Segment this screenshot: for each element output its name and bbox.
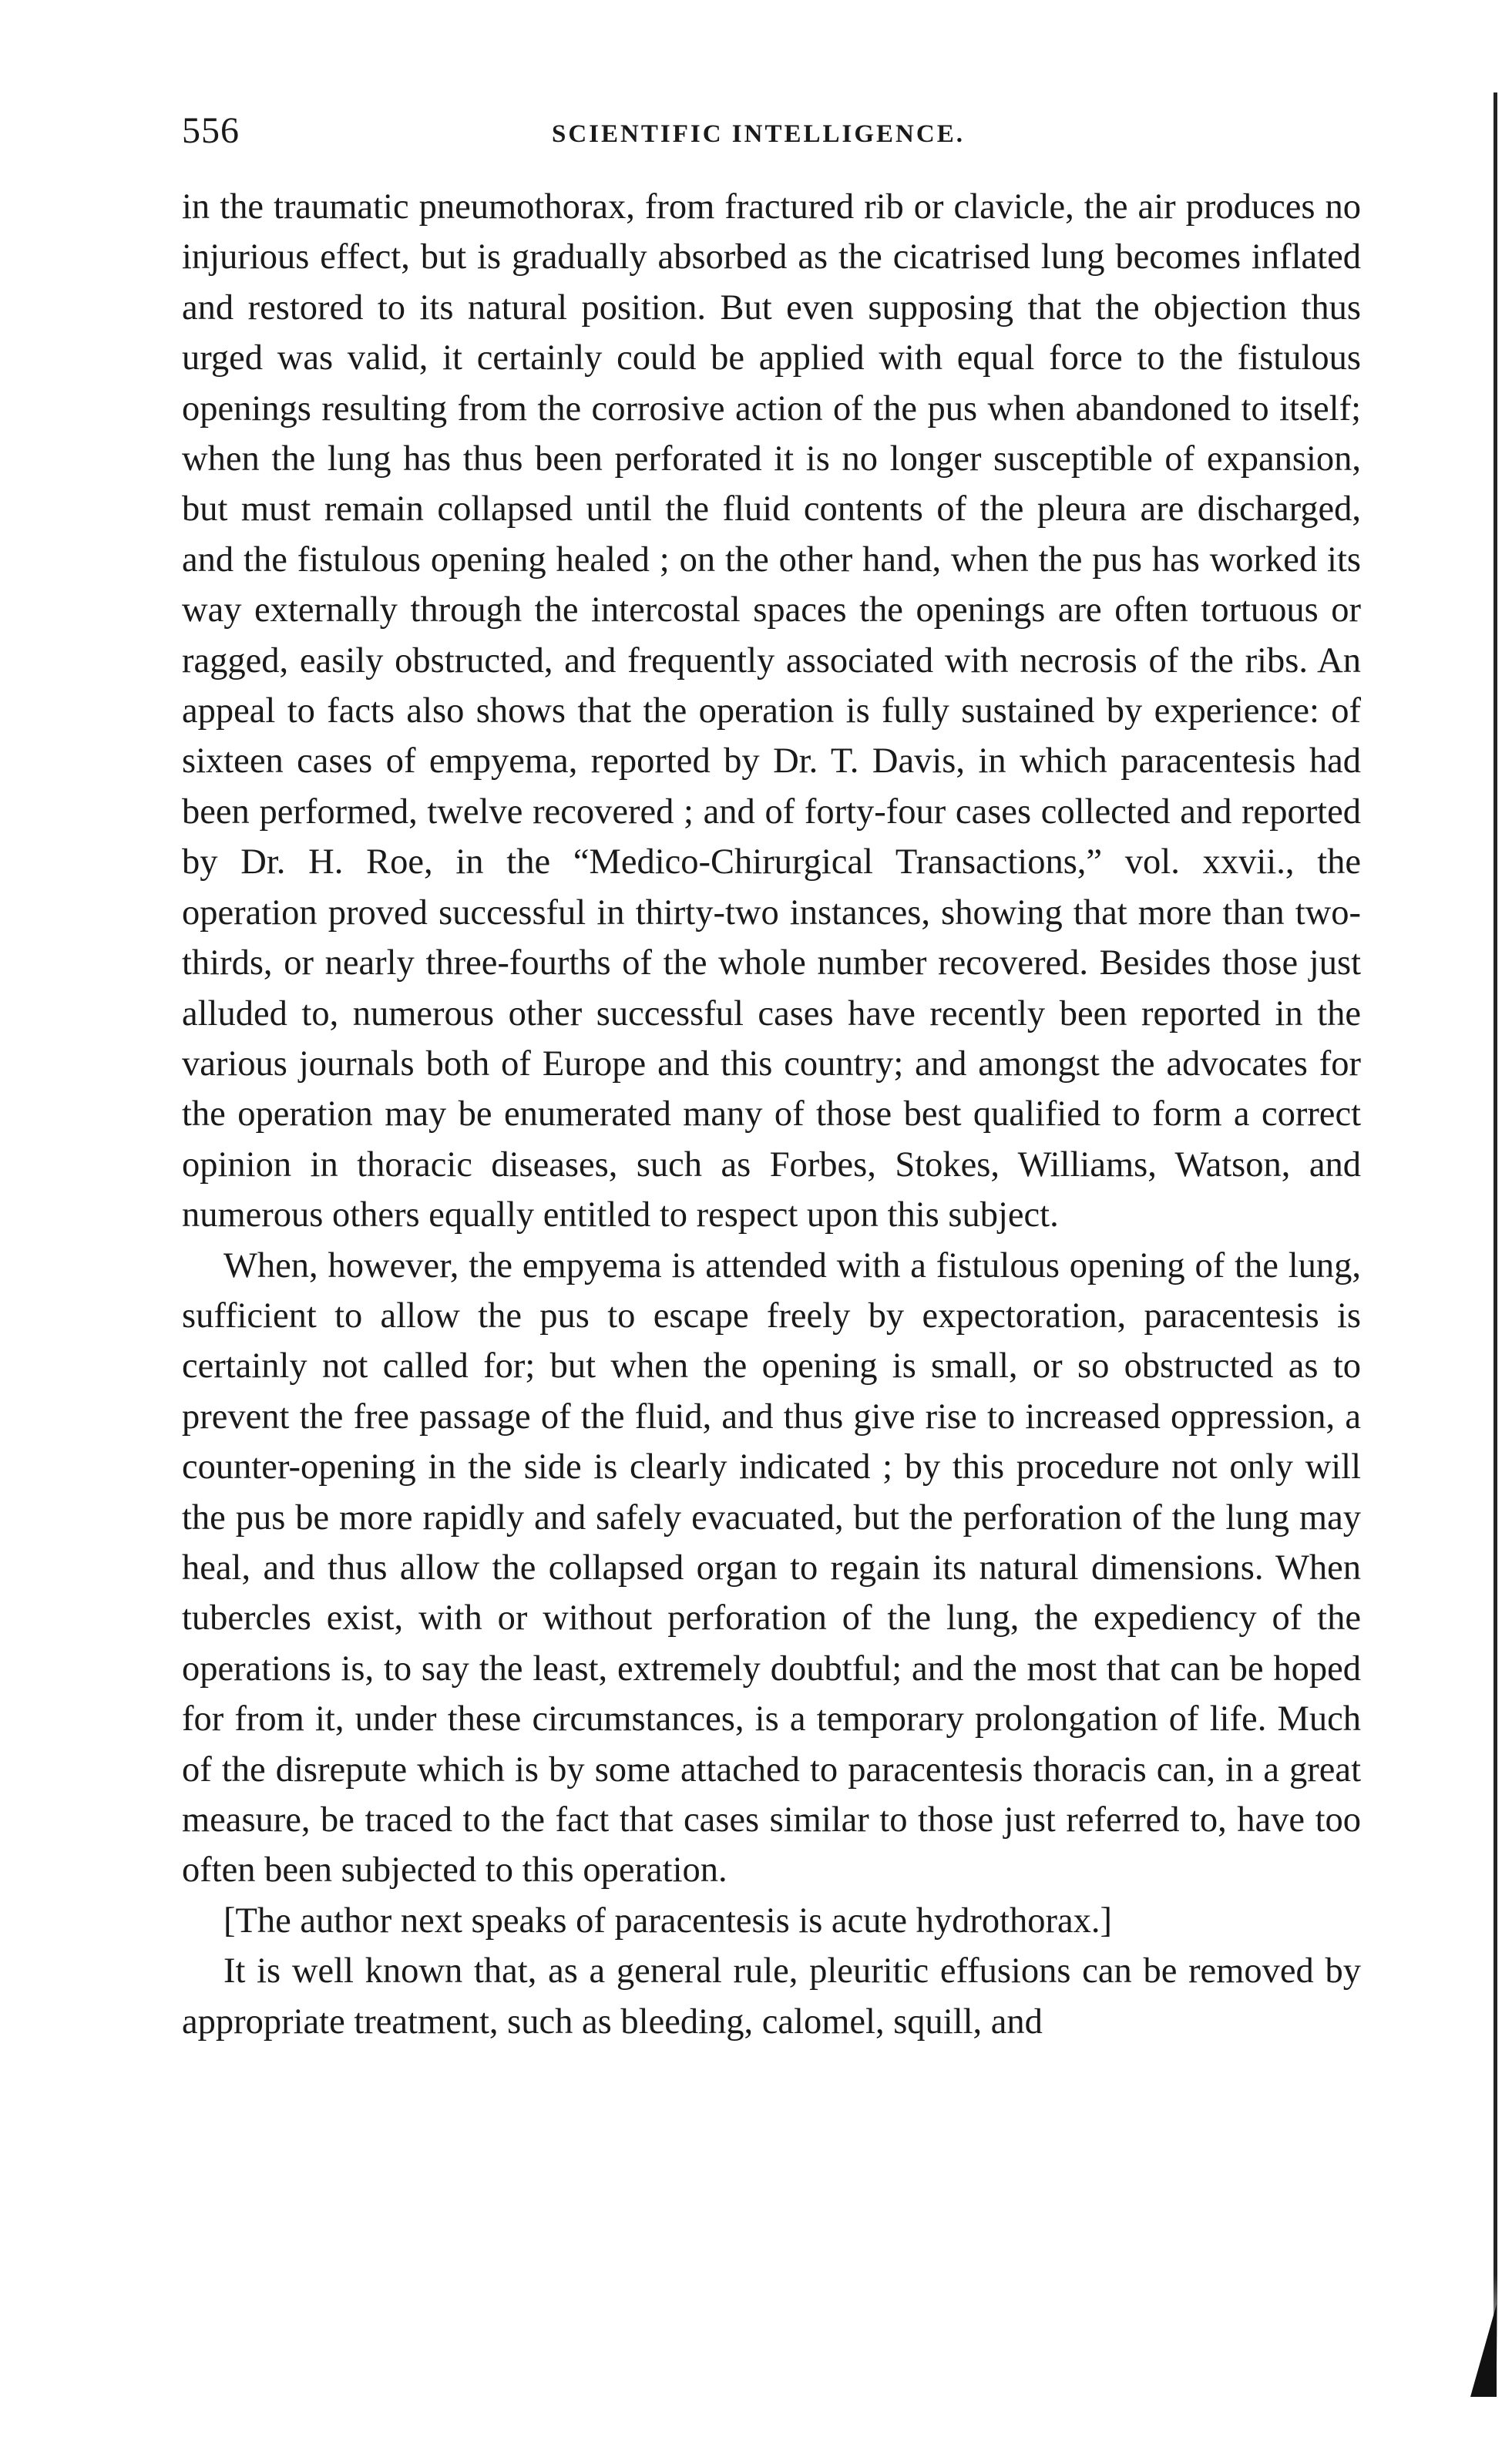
paragraph: It is well known that, as a general rule, pleuritic effusions can be removed by appropriate treatment, such as bleeding, calomel, squill, and bbox=[182, 1951, 1361, 2042]
page-header bbox=[182, 109, 1361, 163]
body-text bbox=[182, 182, 1361, 2047]
page-edge-mark bbox=[1470, 2304, 1497, 2397]
page-edge-rule bbox=[1494, 92, 1497, 2366]
paragraph: When, however, the empyema is attended with a fistulous opening of the lung, sufficient to allow the pus to escape freely by expectoration, paracentesis is certainly not called for; but when the opening is small, or so obstructed as to prevent the free passage of the fluid, and thus give rise to increased oppression, a counter-opening in the side is clearly indicated ; by this procedure not only will the pus be more rapidly and safely evacuated, but the perforation of the lung may heal, and thus allow the collapsed organ to regain its natural dimensions. When tubercles exist, with or without perforation of the lung, the expediency of the operations is, to say the least, extremely doubtful; and the most that can be hoped for from it, under these circumstances, is a temporary prolongation of life. Much of the disrepute which is by some attached to paracentesis thoracis can, in a great measure, be traced to the fact that cases similar to those just referred to, have too often been subjected to this operation. bbox=[182, 1245, 1361, 1890]
running-head: SCIENTIFIC INTELLIGENCE. bbox=[552, 120, 965, 148]
paragraph-continued: in the traumatic pneumothorax, from fractured rib or clavicle, the air produces no injurious effect, but is gradually absorbed as the cicatrised lung becomes inflated and restored to its natural position. But even supposing that the objection thus urged was valid, it certainly could be applied with equal force to the fistulous openings resulting from the corrosive action of the pus when abandoned to itself; when the lung has thus been perforated it is no longer susceptible of expansion, but must remain collapsed until the fluid contents of the pleura are discharged, and the fistulous opening healed ; on the other hand, when the pus has worked its way externally through the intercostal spaces the openings are often tortuous or ragged, easily obstructed, and frequently associated with necrosis of the ribs. An appeal to facts also shows that the operation is fully sustained by experience: of sixteen cases of empyema, reported by Dr. T. Davis, in which paracentesis had been performed, twelve recovered ; and of forty-four cases collected and reported by Dr. H. Roe, in the “Medico-Chirurgical Transactions,” vol. xxvii., the operation proved successful in thirty-two instances, showing that more than two-thirds, or nearly three-fourths of the whole number recovered. Besides those just alluded to, numerous other successful cases have recently been reported in the various journals both of Europe and this country; and amongst the advocates for the operation may be enumerated many of those best qualified to form a correct opinion in thoracic diseases, such as Forbes, Stokes, Williams, Watson, and numerous others equally entitled to respect upon this subject. bbox=[182, 187, 1361, 1235]
page-number: 556 bbox=[182, 110, 240, 151]
editorial-note: [The author next speaks of paracentesis is acute hydrothorax.] bbox=[223, 1901, 1113, 1941]
